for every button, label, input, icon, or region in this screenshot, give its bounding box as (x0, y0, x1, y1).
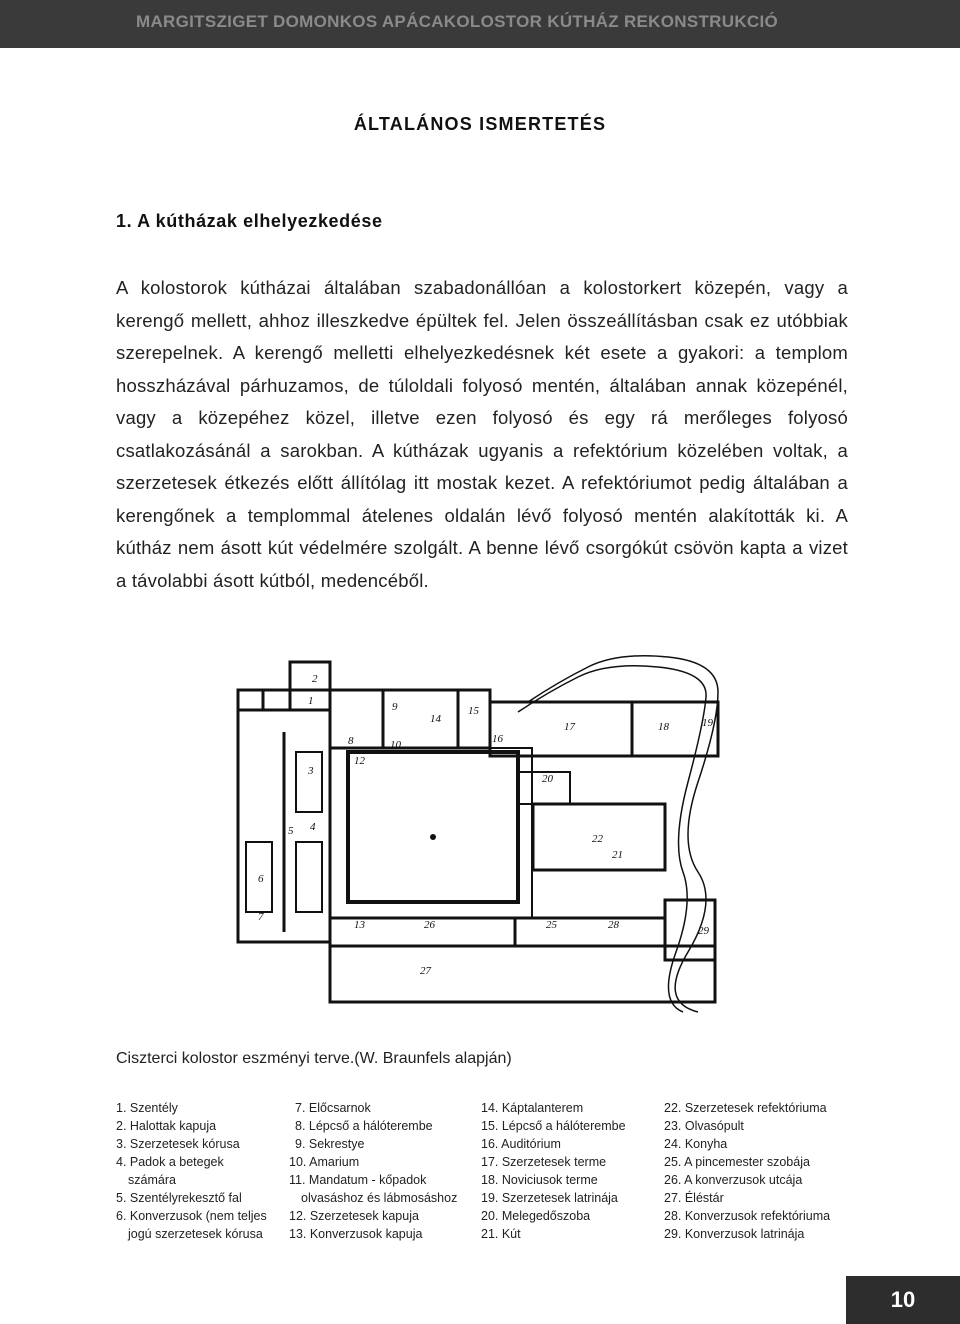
legend-column-1 (116, 1099, 267, 1243)
legend-item: 28. Konverzusok refektóriuma (664, 1209, 831, 1223)
legend-item: 15. Lépcső a hálóterembe (481, 1119, 626, 1133)
legend-item: 25. A pincemester szobája (664, 1155, 810, 1169)
monastery-floor-plan (228, 652, 738, 1022)
legend-column-3 (481, 1099, 626, 1243)
legend-item: 7. Előcsarnok (295, 1101, 371, 1115)
legend-item: 8. Lépcső a hálóterembe (295, 1119, 433, 1133)
legend-item: 24. Konyha (664, 1137, 728, 1151)
subsection-title: 1. A kútházak elhelyezkedése (116, 211, 383, 231)
plan-label-19: 19 (702, 717, 713, 729)
figure-caption: Ciszterci kolostor eszményi terve.(W. Braunfels alapján) (116, 1050, 512, 1067)
plan-label-13: 13 (354, 919, 365, 931)
plan-label-25: 25 (546, 919, 557, 931)
plan-label-6: 6 (258, 873, 264, 885)
plan-label-26: 26 (424, 919, 435, 931)
plan-label-16: 16 (492, 733, 503, 745)
plan-label-28: 28 (608, 919, 619, 931)
plan-label-10: 10 (390, 739, 401, 751)
plan-label-22: 22 (592, 833, 603, 845)
floor-plan-drawing (228, 652, 738, 1022)
legend-item: olvasáshoz és lábmosáshoz (301, 1191, 458, 1205)
legend-item: 23. Olvasópult (664, 1119, 744, 1133)
legend-item: jogú szerzetesek kórusa (128, 1227, 263, 1241)
legend-item: 19. Szerzetesek latrinája (481, 1191, 618, 1205)
plan-label-2: 2 (312, 673, 318, 685)
legend-item: 27. Éléstár (664, 1191, 724, 1205)
plan-label-29: 29 (698, 925, 709, 937)
legend-item: 2. Halottak kapuja (116, 1119, 217, 1133)
body-paragraph: A kolostorok kútházai általában szabadonállóan a kolostorkert közepén, vagy a kerengő mellett, ahhoz illeszkedve épültek fel. Jelen összeállításban csak ez utóbbiak szerepelnek. A kerengő melletti elhelyezkedésnek két esete a gyakori: a templom hosszházával párhuzamos, de túloldali folyosó mentén, általában annak közepénél, vagy a közepéhez közel, illetve ezen folyosó és egy rá merőleges folyosó csatlakozásánál a sarokban. A kútházak ugyanis a refektórium közelében voltak, a szerzetesek étkezés előtt állítólag itt mostak kezet. A refektóriumot pedig általában a kerengőnek a templommal átelenes oldalán lévő folyosó mentén alakították ki. A kútház nem ásott kút védelmére szolgált. A benne lévő csorgókút csövön kapta a vizet a távolabbi ásott kútból, medencéből. (116, 277, 848, 591)
legend-item: 26. A konverzusok utcája (664, 1173, 803, 1187)
legend-item: 10. Amarium (289, 1155, 360, 1169)
legend-item: 12. Szerzetesek kapuja (289, 1209, 419, 1223)
running-header (0, 0, 960, 48)
legend-item: 5. Szentélyrekesztő fal (116, 1191, 242, 1205)
legend-item: 3. Szerzetesek kórusa (116, 1137, 240, 1151)
legend-item: 13. Konverzusok kapuja (289, 1227, 423, 1241)
legend-item: 16. Auditórium (481, 1137, 561, 1151)
legend-item: 29. Konverzusok latrinája (664, 1227, 805, 1241)
legend-item: számára (128, 1173, 176, 1187)
legend-item: 17. Szerzetesek terme (481, 1155, 607, 1169)
legend-item: 1. Szentély (116, 1101, 178, 1115)
plan-label-20: 20 (542, 773, 553, 785)
running-header-title: MARGITSZIGET DOMONKOS APÁCAKOLOSTOR KÚTHÁZ REKONSTRUKCIÓ (136, 12, 779, 31)
legend-item: 21. Kút (481, 1227, 521, 1241)
plan-label-5: 5 (288, 825, 294, 837)
legend-column-4 (664, 1099, 830, 1243)
legend-item: 22. Szerzetesek refektóriuma (664, 1101, 827, 1115)
legend-item: 9. Sekrestye (295, 1137, 365, 1151)
legend-item: 4. Padok a betegek (116, 1155, 224, 1169)
plan-label-1: 1 (308, 695, 314, 707)
legend-item: 6. Konverzusok (nem teljes (116, 1209, 267, 1223)
page-number: 10 (846, 1276, 960, 1324)
plan-label-21: 21 (612, 849, 623, 861)
plan-label-7: 7 (258, 911, 264, 923)
plan-label-15: 15 (468, 705, 479, 717)
plan-label-12: 12 (354, 755, 365, 767)
plan-label-9: 9 (392, 701, 398, 713)
legend-item: 14. Káptalanterem (481, 1101, 584, 1115)
plan-label-8: 8 (348, 735, 354, 747)
legend-item: 11. Mandatum - kőpadok (289, 1173, 427, 1187)
plan-label-14: 14 (430, 713, 441, 725)
legend-item: 20. Melegedőszoba (481, 1209, 591, 1223)
legend-item: 18. Noviciusok terme (481, 1173, 598, 1187)
plan-label-4: 4 (310, 821, 316, 833)
plan-label-27: 27 (420, 965, 431, 977)
plan-label-18: 18 (658, 721, 669, 733)
plan-label-3: 3 (308, 765, 314, 777)
legend-column-2 (289, 1099, 457, 1243)
section-title: ÁLTALÁNOS ISMERTETÉS (353, 114, 607, 134)
plan-label-17: 17 (564, 721, 575, 733)
